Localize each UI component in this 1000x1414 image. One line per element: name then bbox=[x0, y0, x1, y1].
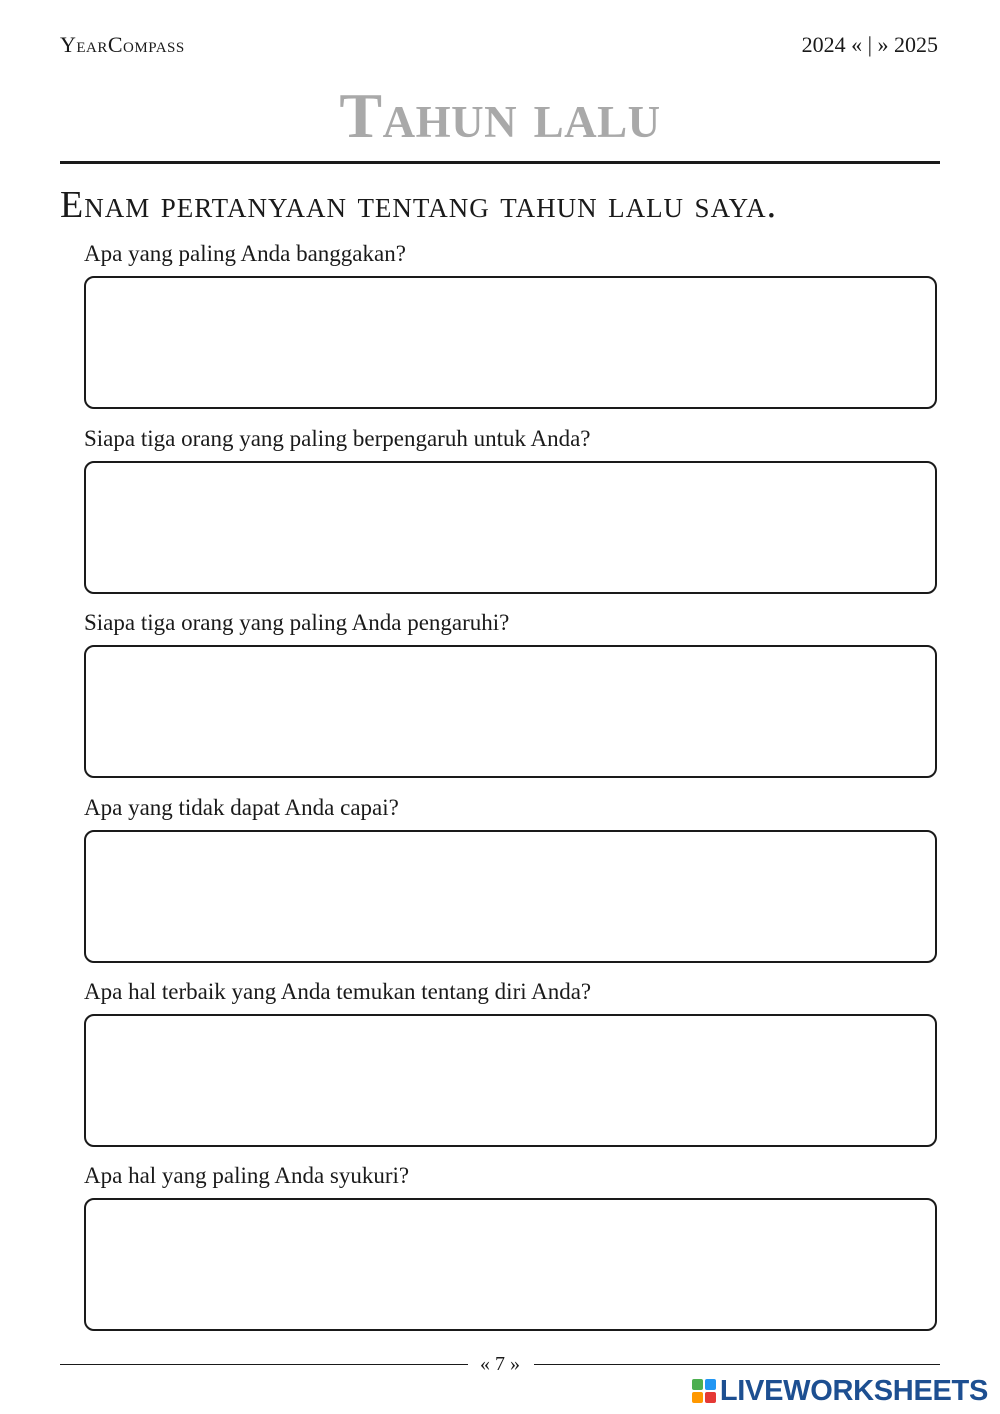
year-range: 2024 « | » 2025 bbox=[801, 32, 938, 57]
liveworksheets-watermark[interactable] bbox=[692, 1374, 988, 1408]
title-divider bbox=[60, 161, 940, 164]
logo-square bbox=[705, 1392, 716, 1403]
answer-box[interactable] bbox=[84, 461, 937, 594]
question-label: Siapa tiga orang yang paling berpengaruh untuk Anda? bbox=[84, 426, 591, 451]
brand-name: YearCompass bbox=[60, 32, 185, 57]
question-label: Apa hal terbaik yang Anda temukan tentang diri Anda? bbox=[84, 979, 592, 1004]
footer-divider-right bbox=[534, 1364, 940, 1365]
logo-square bbox=[705, 1379, 716, 1390]
answer-box[interactable] bbox=[84, 1014, 937, 1147]
page-title: Tahun lalu bbox=[339, 80, 661, 151]
question-label: Apa yang tidak dapat Anda capai? bbox=[84, 795, 399, 820]
answer-box[interactable] bbox=[84, 830, 937, 963]
logo-square bbox=[692, 1379, 703, 1390]
watermark-text: LIVEWORKSHEETS bbox=[719, 1374, 988, 1407]
answer-box[interactable] bbox=[84, 1198, 937, 1331]
question-label: Siapa tiga orang yang paling Anda pengaruhi? bbox=[84, 610, 510, 635]
section-subtitle: Enam pertanyaan tentang tahun lalu saya. bbox=[60, 184, 778, 226]
page-number: « 7 » bbox=[480, 1353, 520, 1375]
question-label: Apa hal yang paling Anda syukuri? bbox=[84, 1163, 410, 1188]
answer-box[interactable] bbox=[84, 645, 937, 778]
question-label: Apa yang paling Anda banggakan? bbox=[84, 241, 406, 266]
answer-box[interactable] bbox=[84, 276, 937, 409]
logo-square bbox=[692, 1392, 703, 1403]
liveworksheets-logo-icon bbox=[692, 1379, 716, 1403]
